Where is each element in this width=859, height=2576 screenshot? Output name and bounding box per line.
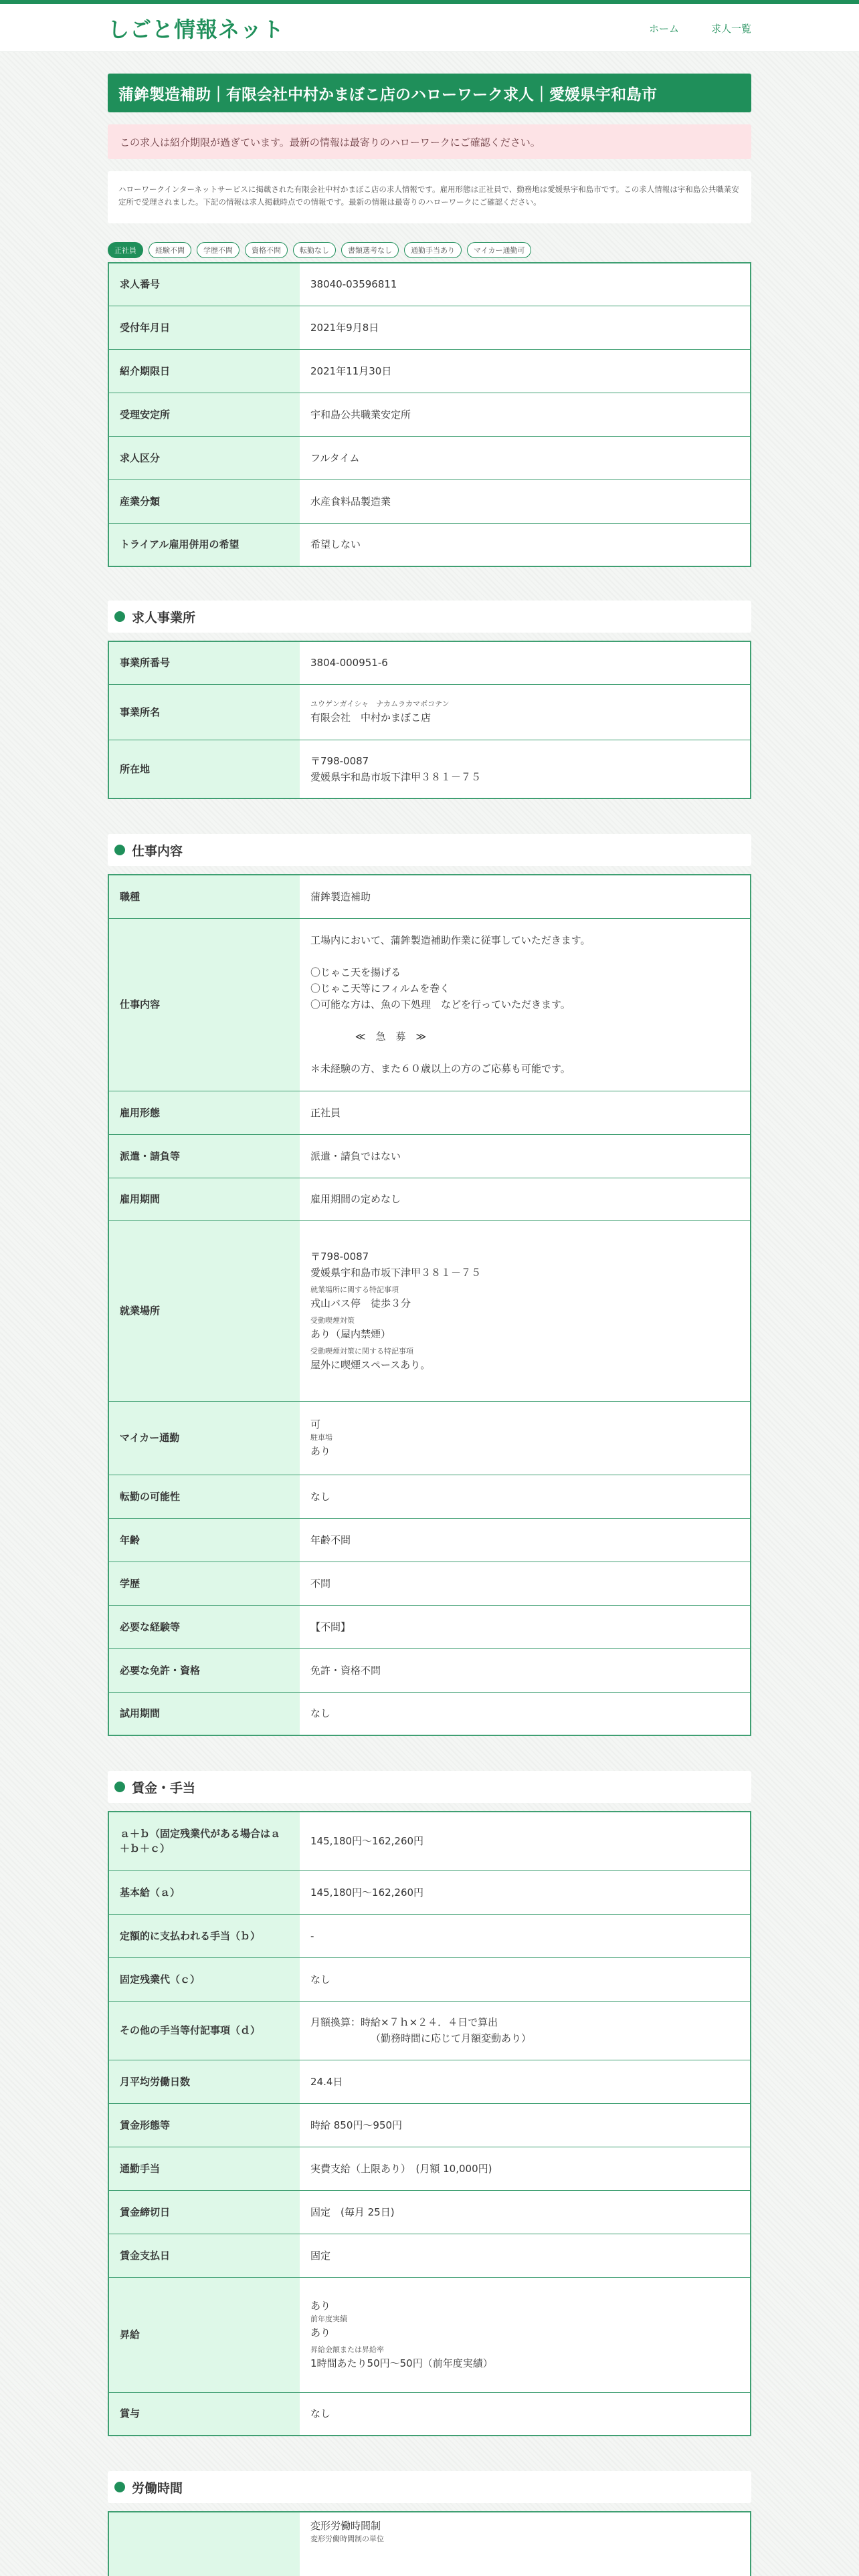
address: 愛媛県宇和島市坂下津甲３８１－７５ bbox=[310, 770, 482, 783]
table-row bbox=[108, 1605, 751, 1648]
row-label: 賃金形態等 bbox=[108, 2103, 300, 2147]
row-label: 転勤の可能性 bbox=[108, 1475, 300, 1518]
table-row bbox=[108, 875, 751, 918]
bullet-icon bbox=[114, 845, 125, 855]
table-row bbox=[108, 1178, 751, 1220]
row-label bbox=[108, 2512, 300, 2576]
row-value: 実費支給（上限あり） (月額 10,000円) bbox=[300, 2147, 751, 2190]
row-label: 所在地 bbox=[108, 740, 300, 798]
row-label: トライアル雇用併用の希望 bbox=[108, 523, 300, 566]
car-commute: 可 bbox=[310, 1418, 321, 1430]
table-row bbox=[108, 306, 751, 349]
site-logo[interactable]: しごと情報ネット bbox=[108, 17, 285, 42]
tag-badge: 学歴不問 bbox=[197, 242, 240, 258]
place-address: 愛媛県宇和島市坂下津甲３８１－７５ bbox=[310, 1267, 482, 1279]
table-row bbox=[108, 1914, 751, 1957]
row-value: なし bbox=[300, 1957, 751, 2001]
row-value: 2021年11月30日 bbox=[300, 349, 751, 393]
tag-badge: 通勤手当あり bbox=[404, 242, 462, 258]
row-value: 3804-000951-6 bbox=[300, 641, 751, 684]
table-row bbox=[108, 2190, 751, 2234]
row-label: マイカー通勤 bbox=[108, 1401, 300, 1475]
company-name: 有限会社 中村かまぼこ店 bbox=[310, 711, 432, 724]
row-value: 2021年9月8日 bbox=[300, 306, 751, 349]
office-table bbox=[108, 641, 751, 799]
row-value: なし bbox=[300, 1475, 751, 1518]
section-title-text: 賃金・手当 bbox=[132, 1780, 196, 1796]
row-value bbox=[300, 740, 751, 798]
row-value: 正社員 bbox=[300, 1091, 751, 1134]
row-label: 就業場所 bbox=[108, 1220, 300, 1401]
row-value: なし bbox=[300, 1692, 751, 1735]
row-value: 24.4日 bbox=[300, 2060, 751, 2103]
row-label: 必要な免許・資格 bbox=[108, 1648, 300, 1692]
table-row bbox=[108, 2512, 751, 2576]
row-value: 水産食料品製造業 bbox=[300, 479, 751, 523]
row-label: 求人区分 bbox=[108, 436, 300, 479]
row-value: 年齢不問 bbox=[300, 1518, 751, 1562]
row-label: 事業所名 bbox=[108, 684, 300, 740]
row-value: 雇用期間の定めなし bbox=[300, 1178, 751, 1220]
content-line: 〇じゃこ天等にフィルムを巻く bbox=[310, 982, 450, 994]
row-value bbox=[300, 684, 751, 740]
row-label: 学歴 bbox=[108, 1562, 300, 1605]
place-note: 戎山バス停 徒歩３分 bbox=[310, 1297, 411, 1309]
row-label: 求人番号 bbox=[108, 263, 300, 306]
section-title-text: 求人事業所 bbox=[132, 610, 196, 625]
row-value: 希望しない bbox=[300, 523, 751, 566]
table-row bbox=[108, 2147, 751, 2190]
row-label: 雇用形態 bbox=[108, 1091, 300, 1134]
row-value: 固定 (毎月 25日) bbox=[300, 2190, 751, 2234]
note-label: 変形労働時間制の単位 bbox=[310, 2535, 384, 2543]
job-table bbox=[108, 874, 751, 1736]
row-label: 賞与 bbox=[108, 2392, 300, 2436]
row-label: ａ＋ｂ（固定残業代がある場合はａ＋ｂ＋ｃ） bbox=[108, 1812, 300, 1870]
row-label: 賃金締切日 bbox=[108, 2190, 300, 2234]
section-title-text: 仕事内容 bbox=[132, 843, 183, 859]
content-line: 工場内において、蒲鉾製造補助作業に従事していただきます。 bbox=[310, 934, 591, 946]
table-row bbox=[108, 523, 751, 566]
place-zip: 〒798-0087 bbox=[310, 1251, 369, 1263]
row-label: 雇用期間 bbox=[108, 1178, 300, 1220]
note-label: 前年度実績 bbox=[310, 2315, 347, 2323]
content-line bbox=[310, 1012, 739, 1029]
hours-table bbox=[108, 2511, 751, 2576]
section-title-office bbox=[108, 601, 751, 633]
table-row bbox=[108, 349, 751, 393]
bullet-icon bbox=[114, 611, 125, 622]
job-content bbox=[300, 918, 751, 1091]
table-row bbox=[108, 684, 751, 740]
row-label: 事業所番号 bbox=[108, 641, 300, 684]
row-label: 紹介期限日 bbox=[108, 349, 300, 393]
section-title-job bbox=[108, 834, 751, 866]
intro-text: ハローワークインターネットサービスに掲載された有限会社中村かまぼこ店の求人情報です。雇用形態は正社員で、勤務地は愛媛県宇和島市です。この求人情報は宇和島公共職業安定所で受理されました。下記の情報は求人掲載時点での情報です。最新の情報は最寄りのハローワークにご確認ください。 bbox=[108, 171, 751, 223]
table-row bbox=[108, 1475, 751, 1518]
table-row bbox=[108, 2392, 751, 2436]
table-row bbox=[108, 2277, 751, 2392]
table-row bbox=[108, 1692, 751, 1735]
table-row bbox=[108, 479, 751, 523]
nav-home-link[interactable]: ホーム bbox=[648, 22, 679, 35]
raise-prev: あり bbox=[310, 2327, 331, 2339]
table-row bbox=[108, 1957, 751, 2001]
company-kana: ユウゲンガイシャ ナカムラカマボコテン bbox=[310, 699, 450, 708]
bullet-icon bbox=[114, 1782, 125, 1792]
note-label: 昇給金額または昇給率 bbox=[310, 2345, 384, 2354]
note-label: 受動喫煙対策 bbox=[310, 1316, 355, 1325]
parking: あり bbox=[310, 1445, 331, 1457]
tag-badge: 資格不問 bbox=[245, 242, 288, 258]
content-line bbox=[310, 1045, 739, 1061]
nav-job-list-link[interactable]: 求人一覧 bbox=[710, 22, 751, 35]
row-value: - bbox=[300, 1914, 751, 1957]
row-label: 年齢 bbox=[108, 1518, 300, 1562]
table-row bbox=[108, 1812, 751, 1870]
row-value: 固定 bbox=[300, 2234, 751, 2277]
table-row bbox=[108, 1648, 751, 1692]
raise-amount: 1時間あたり50円〜50円（前年度実績） bbox=[310, 2357, 493, 2369]
table-row bbox=[108, 2060, 751, 2103]
table-row bbox=[108, 1401, 751, 1475]
table-row bbox=[108, 2234, 751, 2277]
table-row bbox=[108, 1562, 751, 1605]
hours-type: 変形労働時間制 bbox=[310, 2520, 381, 2532]
row-value: 145,180円〜162,260円 bbox=[300, 1812, 751, 1870]
page-title: 蒲鉾製造補助｜有限会社中村かまぼこ店のハローワーク求人｜愛媛県宇和島市 bbox=[108, 74, 751, 112]
row-value bbox=[300, 2512, 751, 2576]
table-row bbox=[108, 740, 751, 798]
note-label: 受動喫煙対策に関する特記事項 bbox=[310, 1347, 413, 1356]
row-value bbox=[300, 2001, 751, 2060]
row-label: 月平均労働日数 bbox=[108, 2060, 300, 2103]
row-label: 受付年月日 bbox=[108, 306, 300, 349]
feature-tags bbox=[108, 242, 751, 258]
note-label: 駐車場 bbox=[310, 1433, 332, 1442]
row-label: 賃金支払日 bbox=[108, 2234, 300, 2277]
row-label: 必要な経験等 bbox=[108, 1605, 300, 1648]
urgent-recruit-text: ≪ 急 募 ≫ bbox=[355, 1031, 427, 1043]
table-row bbox=[108, 1870, 751, 1914]
row-value: 蒲鉾製造補助 bbox=[300, 875, 751, 918]
table-row bbox=[108, 436, 751, 479]
zip-code: 〒798-0087 bbox=[310, 754, 369, 767]
note-label: 就業場所に関する特記事項 bbox=[310, 1285, 399, 1294]
row-label: 基本給（ａ） bbox=[108, 1870, 300, 1914]
row-value: 時給 850円〜950円 bbox=[300, 2103, 751, 2147]
row-label: 昇給 bbox=[108, 2277, 300, 2392]
other-allowance-line: （勤務時間に応じて月額変動あり） bbox=[371, 2032, 532, 2044]
table-row bbox=[108, 918, 751, 1091]
smoke-policy: あり（屋内禁煙） bbox=[310, 1328, 391, 1340]
other-allowance-line: 月額換算：時給×７ｈ×２４．４日で算出 bbox=[310, 2016, 498, 2028]
row-label: 受理安定所 bbox=[108, 393, 300, 436]
row-label: 産業分類 bbox=[108, 479, 300, 523]
smoke-note: 屋外に喫煙スペースあり。 bbox=[310, 1359, 431, 1371]
content-line: 〇じゃこ天を揚げる bbox=[310, 966, 401, 978]
main-content bbox=[108, 74, 751, 2576]
table-row bbox=[108, 393, 751, 436]
table-row bbox=[108, 263, 751, 306]
row-value bbox=[300, 2277, 751, 2392]
row-label: 固定残業代（ｃ） bbox=[108, 1957, 300, 2001]
row-value: 145,180円〜162,260円 bbox=[300, 1870, 751, 1914]
expired-alert: この求人は紹介期限が過ぎています。最新の情報は最寄りのハローワークにご確認ください。 bbox=[108, 124, 751, 159]
table-row bbox=[108, 2103, 751, 2147]
tag-badge: 書類選考なし bbox=[341, 242, 399, 258]
row-value: 宇和島公共職業安定所 bbox=[300, 393, 751, 436]
row-label: 職種 bbox=[108, 875, 300, 918]
wage-table bbox=[108, 1811, 751, 2436]
row-label: 派遣・請負等 bbox=[108, 1134, 300, 1178]
row-label: 仕事内容 bbox=[108, 918, 300, 1091]
row-value: 派遣・請負ではない bbox=[300, 1134, 751, 1178]
row-label: 通勤手当 bbox=[108, 2147, 300, 2190]
site-header bbox=[0, 0, 859, 52]
row-label: その他の手当等付記事項（ｄ） bbox=[108, 2001, 300, 2060]
table-row bbox=[108, 1091, 751, 1134]
table-row bbox=[108, 1134, 751, 1178]
row-value: 【不問】 bbox=[300, 1605, 751, 1648]
content-line: ＊未経験の方、また６０歳以上の方のご応募も可能です。 bbox=[310, 1063, 571, 1075]
tag-badge: マイカー通勤可 bbox=[467, 242, 531, 258]
section-title-wage bbox=[108, 1771, 751, 1803]
content-line: 〇可能な方は、魚の下処理 などを行っていただきます。 bbox=[310, 998, 571, 1010]
content-line bbox=[310, 948, 739, 964]
main-nav bbox=[649, 21, 751, 35]
row-value bbox=[300, 1220, 751, 1401]
section-title-text: 労働時間 bbox=[132, 2480, 183, 2496]
basic-info-table bbox=[108, 262, 751, 567]
row-value: 免許・資格不問 bbox=[300, 1648, 751, 1692]
row-value: なし bbox=[300, 2392, 751, 2436]
table-row bbox=[108, 1220, 751, 1401]
raise-value: あり bbox=[310, 2300, 331, 2312]
tag-badge: 転勤なし bbox=[293, 242, 336, 258]
table-row bbox=[108, 1518, 751, 1562]
row-value: フルタイム bbox=[300, 436, 751, 479]
bullet-icon bbox=[114, 2482, 125, 2492]
table-row bbox=[108, 2001, 751, 2060]
row-label: 試用期間 bbox=[108, 1692, 300, 1735]
table-row bbox=[108, 641, 751, 684]
section-title-hours bbox=[108, 2471, 751, 2503]
row-value: 38040-03596811 bbox=[300, 263, 751, 306]
row-label: 定額的に支払われる手当（ｂ） bbox=[108, 1914, 300, 1957]
row-value bbox=[300, 1401, 751, 1475]
row-value: 不問 bbox=[300, 1562, 751, 1605]
tag-badge: 経験不問 bbox=[149, 242, 191, 258]
tag-badge: 正社員 bbox=[108, 242, 143, 258]
